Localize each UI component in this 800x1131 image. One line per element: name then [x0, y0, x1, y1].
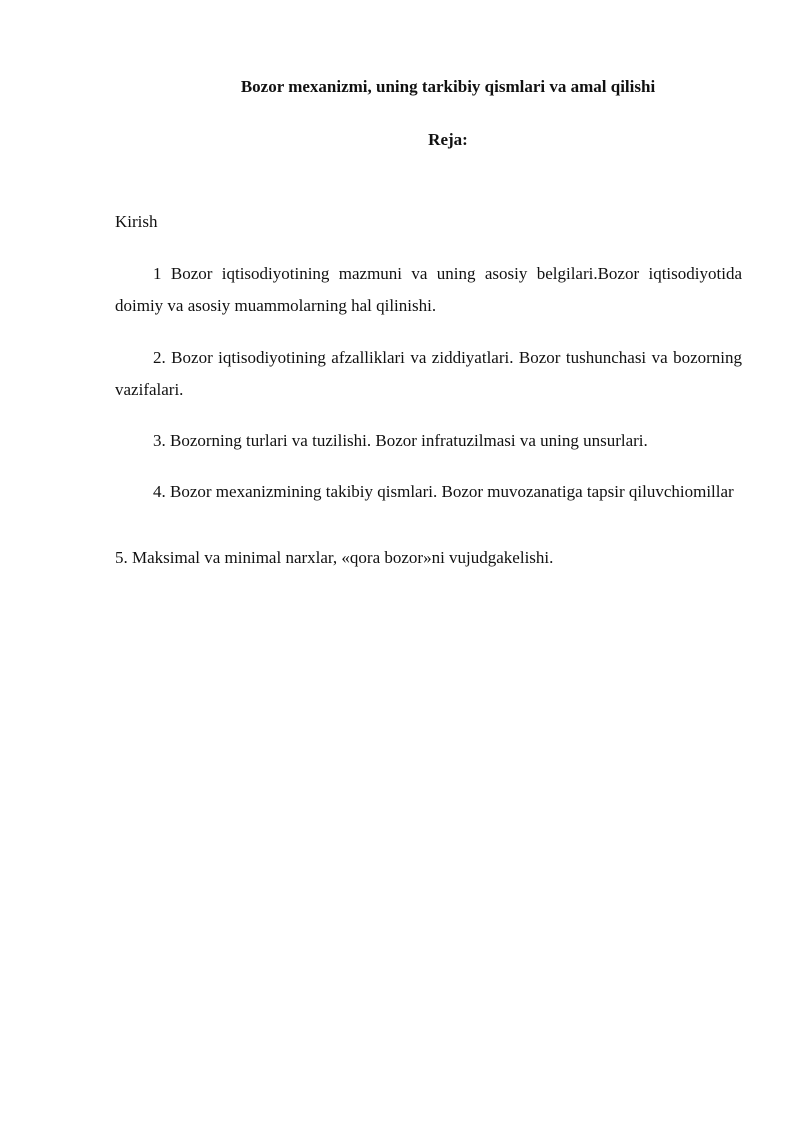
document-title: Bozor mexanizmi, uning tarkibiy qismlari va amal qilishi — [240, 77, 656, 96]
plan-item-1: 1 Bozor iqtisodiyotining mazmuni va uning asosiy belgilari.Bozor iqtisodiyotida doimiy va asosiy muammolarning hal qilinishi. — [115, 264, 742, 315]
plan-heading: Reja: — [428, 130, 468, 149]
plan-item-3: 3. Bozorning turlari va tuzilishi. Bozor infratuzilmasi va uning unsurlari. — [153, 431, 648, 450]
intro-item: Kirish — [115, 212, 158, 231]
plan-item-5: 5. Maksimal va minimal narxlar, «qora bozor»ni vujudgakelishi. — [115, 548, 554, 567]
plan-item-4: 4. Bozor mexanizmining takibiy qismlari. Bozor muvozanatiga tapsir qiluvchiomillar — [153, 482, 734, 501]
plan-item-2: 2. Bozor iqtisodiyotining afzalliklari va ziddiyatlari. Bozor tushunchasi va bozorning vazifalari. — [115, 348, 742, 399]
